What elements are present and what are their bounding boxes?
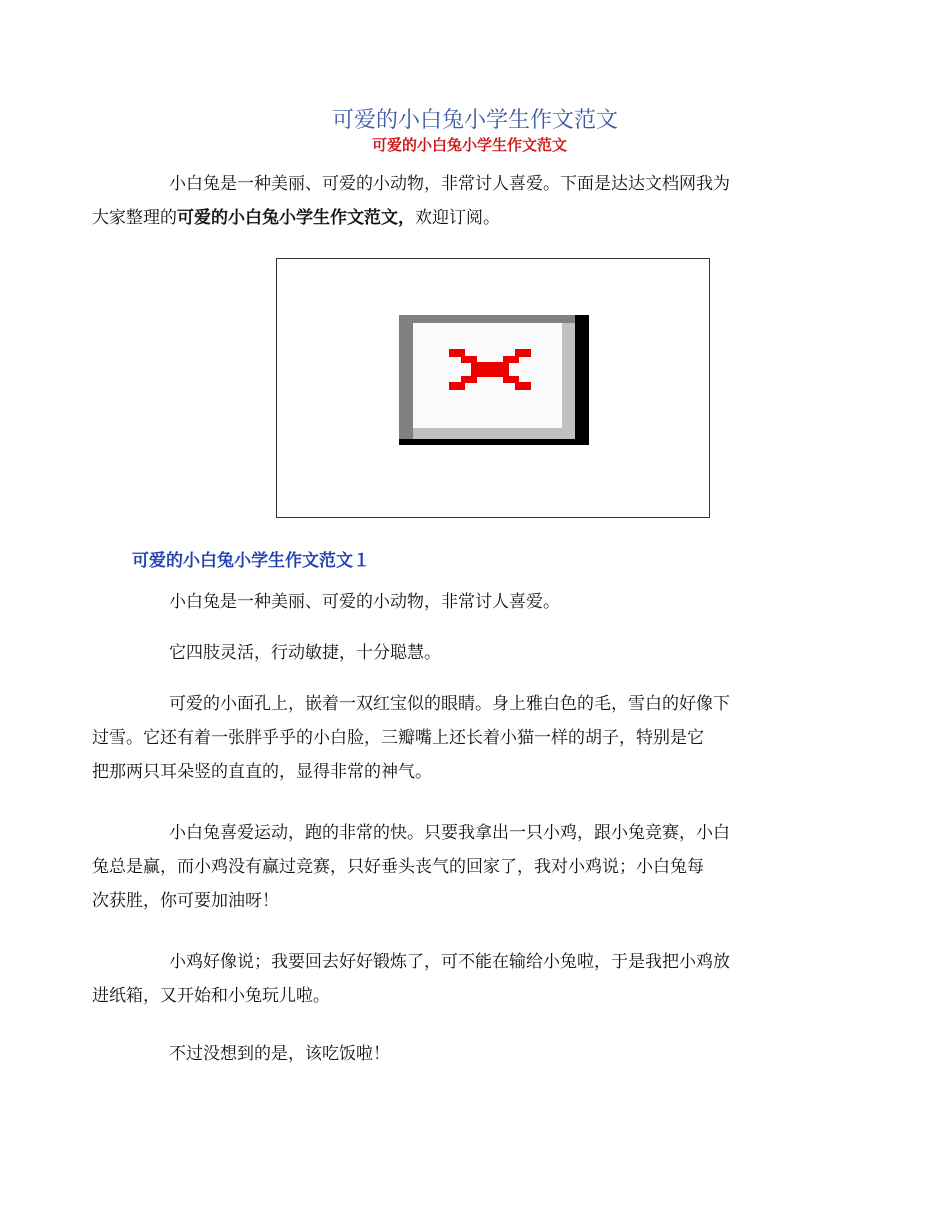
paragraph-2 bbox=[92, 636, 862, 670]
paragraph-6 bbox=[92, 1037, 862, 1071]
intro-line-1: 小白兔是一种美丽、可爱的小动物，非常讨人喜爱。下面是达达文档网我为 bbox=[169, 174, 730, 194]
paragraph-6-line-1: 不过没想到的是，该吃饭啦！ bbox=[169, 1044, 390, 1064]
red-x-icon bbox=[449, 349, 533, 391]
paragraph-3 bbox=[92, 687, 862, 789]
paragraph-5-line-2: 进纸箱，又开始和小兔玩儿啦。 bbox=[92, 986, 330, 1006]
paragraph-1-line-1: 小白兔是一种美丽、可爱的小动物，非常讨人喜爱。 bbox=[169, 592, 560, 612]
paragraph-3-line-1: 可爱的小面孔上，嵌着一双红宝似的眼睛。身上雅白色的毛，雪白的好像下 bbox=[169, 694, 730, 714]
intro-paragraph bbox=[92, 167, 862, 235]
section-heading: 可爱的小白兔小学生作文范文１ bbox=[132, 551, 370, 571]
document-subtitle: 可爱的小白兔小学生作文范文 bbox=[372, 136, 568, 154]
paragraph-3-line-3: 把那两只耳朵竖的直直的，显得非常的神气。 bbox=[92, 762, 432, 782]
broken-image-icon bbox=[399, 315, 589, 445]
image-frame bbox=[276, 258, 710, 518]
intro-line-2-pre: 大家整理的 bbox=[92, 208, 177, 228]
paragraph-5 bbox=[92, 945, 862, 1013]
intro-line-2-post: 欢迎订阅。 bbox=[415, 208, 500, 228]
paragraph-4 bbox=[92, 816, 862, 918]
paragraph-3-line-2: 过雪。它还有着一张胖乎乎的小白脸，三瓣嘴上还长着小猫一样的胡子，特别是它 bbox=[92, 728, 704, 748]
document-title: 可爱的小白兔小学生作文范文 bbox=[331, 108, 618, 133]
paragraph-4-line-3: 次获胜，你可要加油呀！ bbox=[92, 891, 279, 911]
paragraph-4-line-2: 兔总是赢，而小鸡没有赢过竞赛，只好垂头丧气的回家了，我对小鸡说；小白兔每 bbox=[92, 857, 704, 877]
intro-line-2-bold: 可爱的小白兔小学生作文范文， bbox=[177, 208, 415, 228]
paragraph-2-line-1: 它四肢灵活，行动敏捷，十分聪慧。 bbox=[169, 643, 441, 663]
paragraph-4-line-1: 小白兔喜爱运动，跑的非常的快。只要我拿出一只小鸡，跟小兔竞赛，小白 bbox=[169, 823, 730, 843]
paragraph-5-line-1: 小鸡好像说；我要回去好好锻炼了，可不能在输给小兔啦，于是我把小鸡放 bbox=[169, 952, 730, 972]
paragraph-1 bbox=[92, 585, 862, 619]
